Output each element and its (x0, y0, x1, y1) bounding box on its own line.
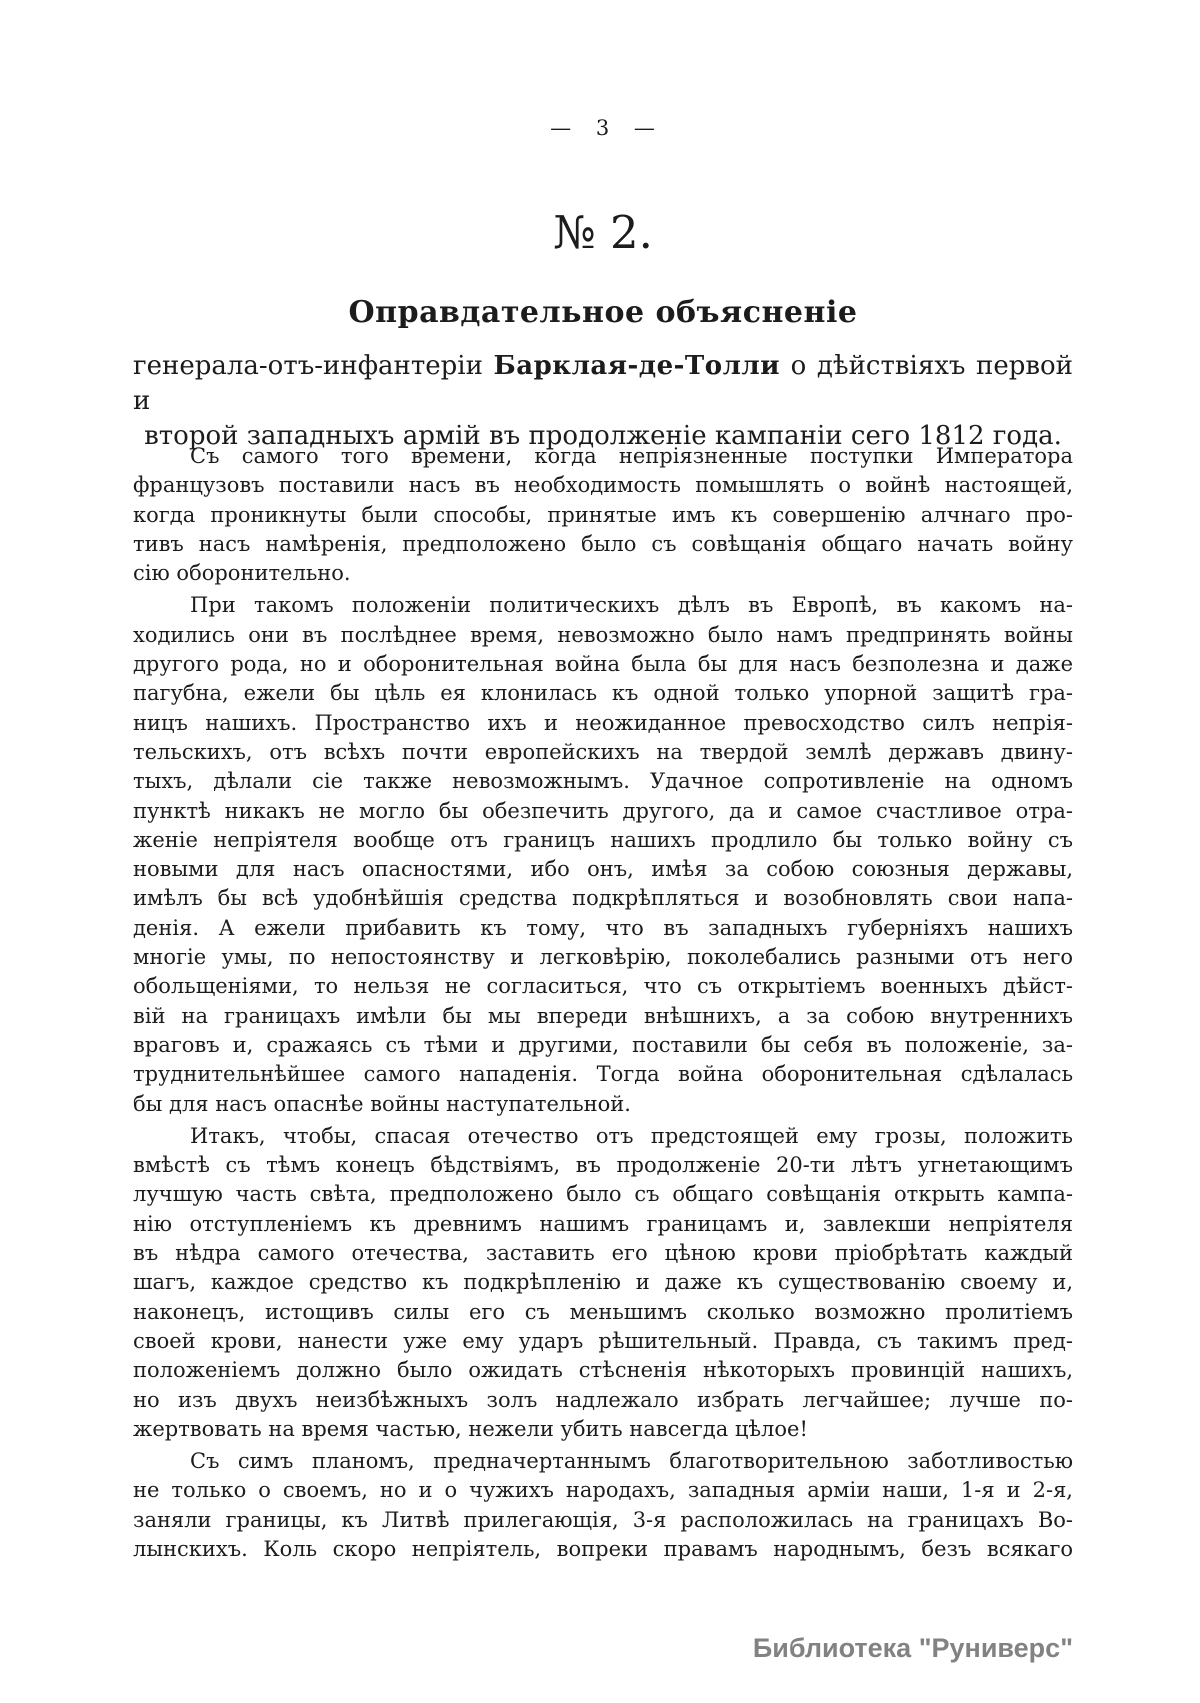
body-text (133, 442, 1073, 1564)
text-line: наконецъ, истощивъ силы его съ меньшимъ сколько возможно пролитіемъ (133, 1299, 1073, 1324)
text-line: пунктѣ никакъ не могло бы обезпечить другого, да и самое счастливое отра- (133, 798, 1073, 823)
paragraph (133, 591, 1073, 1118)
page-number: — 3 — (550, 116, 656, 140)
subtitle-pre: генерала-отъ-инфантеріи (133, 351, 494, 381)
text-line: женіе непріятеля вообще отъ границъ нашихъ продлило бы только войну съ (133, 827, 1073, 852)
text-line: но изъ двухъ неизбѣжныхъ золъ надлежало избрать легчайшее; лучше по- (133, 1387, 1073, 1412)
text-line: лучшую часть свѣта, предположено было съ общаго совѣщанія открыть кампа- (133, 1182, 1073, 1207)
text-line: другого рода, но и оборонительная война была бы для насъ безполезна и даже (133, 652, 1073, 677)
text-line: жертвовать на время частью, нежели убить навсегда цѣлое! (133, 1416, 808, 1441)
text-line: обольщеніями, то нельзя не согласиться, что съ открытіемъ военныхъ дѣйст- (133, 974, 1073, 999)
text-line: тыхъ, дѣлали сіе также невозможнымъ. Удачное сопротивленіе на одномъ (133, 769, 1073, 794)
text-line: Съ симъ планомъ, предначертаннымъ благотворительною заботливостью (190, 1449, 1073, 1474)
text-line: когда проникнуты были способы, принятые имъ къ совершенію алчнаго про- (133, 502, 1073, 527)
text-line: новыми для насъ опасностями, ибо онъ, имѣя за собою союзныя державы, (133, 857, 1073, 882)
text-line: денія. А ежели прибавить къ тому, что въ западныхъ губерніяхъ нашихъ (133, 915, 1073, 940)
text-line: своей крови, нанести уже ему ударъ рѣшительный. Правда, съ такимъ пред- (133, 1328, 1073, 1353)
subtitle (133, 349, 1073, 454)
text-line: сію оборонительно. (133, 561, 351, 586)
text-line: ходились они въ послѣднее время, невозможно было намъ предпринять войны (133, 622, 1073, 647)
text-line: Итакъ, чтобы, спасая отечество отъ предстоящей ему грозы, положить (190, 1123, 1073, 1148)
text-line: нію отступленіемъ къ древнимъ нашимъ границамъ и, завлекши непріятеля (133, 1211, 1073, 1236)
text-line: вій на границахъ имѣли бы мы впереди внѣшнихъ, а за собою внутреннихъ (133, 1003, 1073, 1028)
paragraph (133, 1447, 1073, 1564)
paragraph (133, 442, 1073, 588)
text-line: имѣлъ бы всѣ удобнѣйшія средства подкрѣпляться и возобновлять свои напа- (133, 886, 1073, 911)
text-line: вмѣстѣ съ тѣмъ конецъ бѣдствіямъ, въ продолженіе 20-ти лѣтъ угнетающимъ (133, 1153, 1073, 1178)
page-title: Оправдательное объясненіе (348, 295, 858, 330)
text-line: въ нѣдра самого отечества, заставить его цѣною крови пріобрѣтать каждый (133, 1241, 1073, 1266)
subtitle-line-1 (133, 349, 1073, 419)
text-line: враговъ и, сражаясь съ тѣми и другими, поставили бы себя въ положеніе, за- (133, 1032, 1073, 1057)
text-line: многіе умы, по непостоянству и легковѣрію, поколебались разными отъ него (133, 945, 1073, 970)
text-line: положеніемъ должно было ожидать стѣсненія нѣкоторыхъ провинцій нашихъ, (133, 1358, 1073, 1383)
text-line: При такомъ положеніи политическихъ дѣлъ въ Европѣ, въ какомъ на- (190, 593, 1073, 618)
text-line: заняли границы, къ Литвѣ прилегающія, 3-я расположилась на границахъ Во- (133, 1507, 1073, 1532)
text-line: тельскихъ, отъ всѣхъ почти европейскихъ на твердой землѣ державъ двину- (133, 739, 1073, 764)
subtitle-line-2: второй западныхъ армій въ продолженіе кампаніи сего 1812 года. (144, 421, 1062, 451)
text-line: ницъ нашихъ. Пространство ихъ и неожиданное превосходство силъ непрія- (133, 710, 1073, 735)
document-number: № 2. (553, 206, 653, 259)
paragraph (133, 1122, 1073, 1444)
text-line: Съ самого того времени, когда непріязненные поступки Императора (190, 444, 1073, 468)
text-line: не только о своемъ, но и о чужихъ народахъ, западныя арміи наши, 1-я и 2-я, (133, 1478, 1073, 1503)
text-line: французовъ поставили насъ въ необходимость помышлять о войнѣ настоящей, (133, 473, 1073, 498)
text-line: пагубна, ежели бы цѣль ея клонилась къ одной только упорной защитѣ гра- (133, 681, 1073, 706)
subtitle-general-name: Барклая-де-Толли (493, 351, 781, 381)
text-line: бы для насъ опаснѣе войны наступательной. (133, 1091, 631, 1116)
text-line: шагъ, каждое средство къ подкрѣпленію и даже къ существованію своему и, (133, 1270, 1073, 1295)
subtitle-post: о дѣйствіяхъ первой и (133, 351, 1074, 416)
text-line: труднительнѣйшее самого нападенія. Тогда война оборонительная сдѣлалась (133, 1062, 1073, 1087)
text-line: тивъ насъ намѣренія, предположено было съ совѣщанія общаго начать войну (133, 531, 1073, 556)
library-watermark: Библиотека "Руниверс" (752, 1633, 1073, 1663)
text-line: лынскихъ. Коль скоро непріятель, вопреки правамъ народнымъ, безъ всякаго (133, 1536, 1073, 1561)
